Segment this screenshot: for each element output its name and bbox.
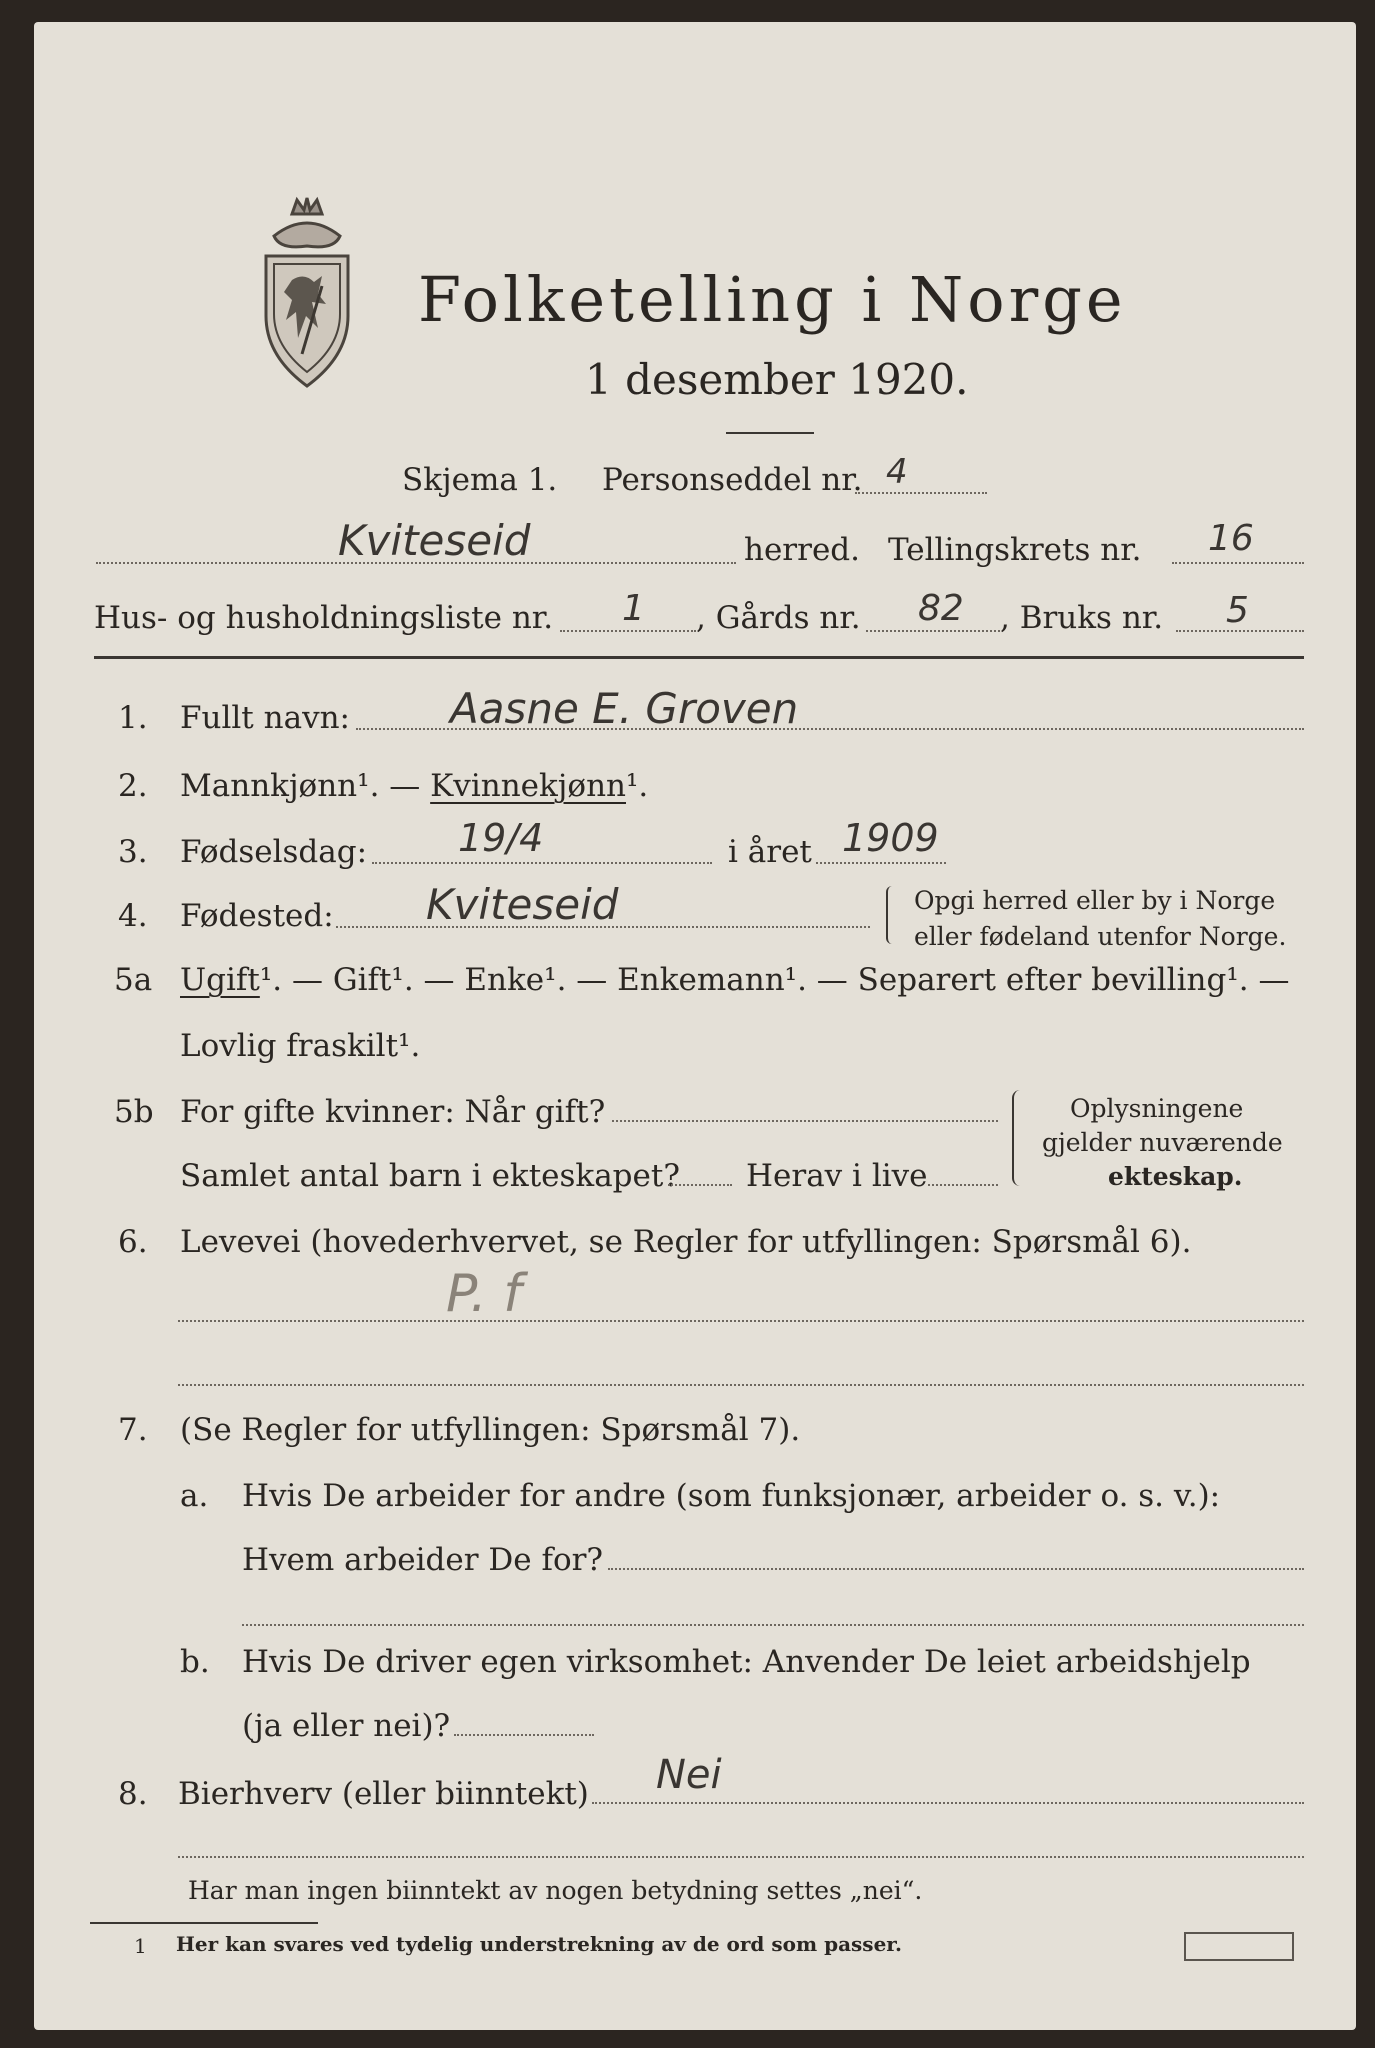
tellingskrets-value: 16 bbox=[1208, 518, 1254, 559]
birth-year-value: 1909 bbox=[842, 816, 939, 860]
q7-label: (Se Regler for utfyllingen: Spørsmål 7). bbox=[180, 1412, 801, 1448]
tellingskrets-label: Tellingskrets nr. bbox=[888, 532, 1142, 568]
q5a-options bbox=[180, 962, 1289, 998]
personseddel-line bbox=[855, 492, 987, 494]
q7a-label2: Hvem arbeider De for? bbox=[242, 1542, 604, 1578]
bruks-value: 5 bbox=[1226, 590, 1249, 631]
occupation-value: P. f bbox=[446, 1264, 522, 1324]
gards-label: , Gårds nr. bbox=[696, 600, 861, 636]
q5b-alive-line bbox=[928, 1184, 998, 1186]
q3-birthday-line bbox=[372, 862, 712, 864]
q4-label: Fødested: bbox=[180, 898, 334, 934]
section-divider bbox=[94, 656, 1304, 659]
q3-year-label: i året bbox=[728, 834, 812, 870]
q5b-bracket bbox=[1012, 1090, 1024, 1186]
q3-number: 3. bbox=[118, 834, 148, 870]
q7b-line bbox=[454, 1734, 594, 1736]
q7-number: 7. bbox=[118, 1412, 148, 1448]
q3-year-line bbox=[816, 862, 946, 864]
footnote-text: Her kan svares ved tydelig understrekning av de ord som passer. bbox=[176, 1932, 902, 1956]
q5b-label-alive: Herav i live bbox=[746, 1158, 928, 1194]
q8-line2 bbox=[178, 1856, 1304, 1858]
husliste-line bbox=[560, 630, 696, 632]
q7b-letter: b. bbox=[180, 1644, 210, 1680]
herred-value: Kviteseid bbox=[338, 516, 531, 565]
bruks-label: , Bruks nr. bbox=[1000, 600, 1164, 636]
full-name-value: Aasne E. Groven bbox=[450, 684, 799, 733]
q7b-label2: (ja eller nei)? bbox=[242, 1708, 451, 1744]
q7b-label: Hvis De driver egen virksomhet: Anvender De leiet arbeidshjelp bbox=[242, 1644, 1251, 1680]
personseddel-label: Personseddel nr. bbox=[602, 462, 863, 498]
birthplace-value: Kviteseid bbox=[426, 880, 619, 929]
q6-label: Levevei (hovederhvervet, se Regler for utfyllingen: Spørsmål 6). bbox=[180, 1224, 1192, 1260]
q2-number: 2. bbox=[118, 768, 148, 804]
q6-line2 bbox=[178, 1384, 1304, 1386]
title-divider bbox=[726, 432, 814, 434]
q4-note-line1: Opgi herred eller by i Norge bbox=[914, 886, 1276, 915]
printer-stamp bbox=[1184, 1932, 1294, 1961]
gards-value: 82 bbox=[918, 588, 964, 629]
q5b-label-married: For gifte kvinner: Når gift? bbox=[180, 1094, 606, 1130]
q7a-line1 bbox=[608, 1568, 1304, 1570]
q1-number: 1. bbox=[118, 700, 148, 736]
q8-label: Bierhverv (eller biinntekt) bbox=[178, 1776, 589, 1812]
husliste-value: 1 bbox=[622, 588, 645, 629]
coat-of-arms-icon bbox=[252, 196, 362, 391]
q5b-married-line bbox=[612, 1120, 998, 1122]
gender-option-male: Mannkjønn¹. — bbox=[180, 768, 421, 804]
q5b-note-line2: gjelder nuværende bbox=[1042, 1128, 1283, 1157]
side-income-value: Nei bbox=[656, 1752, 722, 1798]
footnote-divider bbox=[90, 1922, 318, 1924]
skjema-label: Skjema 1. bbox=[402, 462, 558, 498]
personseddel-value: 4 bbox=[886, 452, 908, 492]
herred-label: herred. bbox=[744, 532, 860, 568]
gender-option-female: Kvinnekjønn bbox=[430, 768, 626, 804]
q4-number: 4. bbox=[118, 898, 148, 934]
form-title: Folketelling i Norge bbox=[418, 263, 1127, 336]
birthday-value: 19/4 bbox=[458, 816, 544, 860]
q7a-label: Hvis De arbeider for andre (som funksjonær, arbeider o. s. v.): bbox=[242, 1478, 1221, 1514]
q7a-line2 bbox=[242, 1624, 1304, 1626]
q5b-label-children: Samlet antal barn i ekteskapet? bbox=[180, 1158, 680, 1194]
marital-options-rest: ¹. — Gift¹. — Enke¹. — Enkemann¹. — Separert efter bevilling¹. — bbox=[259, 962, 1290, 998]
q6-number: 6. bbox=[118, 1224, 148, 1260]
husliste-label: Hus- og husholdningsliste nr. bbox=[94, 600, 554, 636]
q1-label: Fullt navn: bbox=[180, 700, 350, 736]
q8-number: 8. bbox=[118, 1776, 148, 1812]
q4-bracket bbox=[886, 886, 896, 944]
gards-line bbox=[866, 630, 1000, 632]
marital-option-ugift: Ugift bbox=[180, 962, 260, 998]
q5b-note-line1: Oplysningene bbox=[1070, 1094, 1244, 1123]
q5a-number: 5a bbox=[114, 962, 153, 998]
q5b-note-line3: ekteskap. bbox=[1108, 1162, 1243, 1191]
gender-footnote-mark: ¹. bbox=[626, 768, 649, 804]
q4-note-line2: eller fødeland utenfor Norge. bbox=[914, 922, 1287, 951]
q5b-children-line bbox=[668, 1184, 732, 1186]
q7a-letter: a. bbox=[180, 1478, 209, 1514]
tellingskrets-line bbox=[1172, 562, 1304, 564]
q6-line1 bbox=[178, 1320, 1304, 1322]
census-date: 1 desember 1920. bbox=[585, 355, 969, 404]
q8-note: Har man ingen biinntekt av nogen betydning settes „nei“. bbox=[188, 1876, 923, 1905]
q2-label bbox=[180, 768, 648, 804]
q5b-number: 5b bbox=[114, 1094, 154, 1130]
q5a-line2: Lovlig fraskilt¹. bbox=[180, 1028, 421, 1064]
q3-label: Fødselsdag: bbox=[180, 834, 368, 870]
footnote-number: 1 bbox=[134, 1934, 147, 1958]
q8-line1 bbox=[592, 1802, 1304, 1804]
